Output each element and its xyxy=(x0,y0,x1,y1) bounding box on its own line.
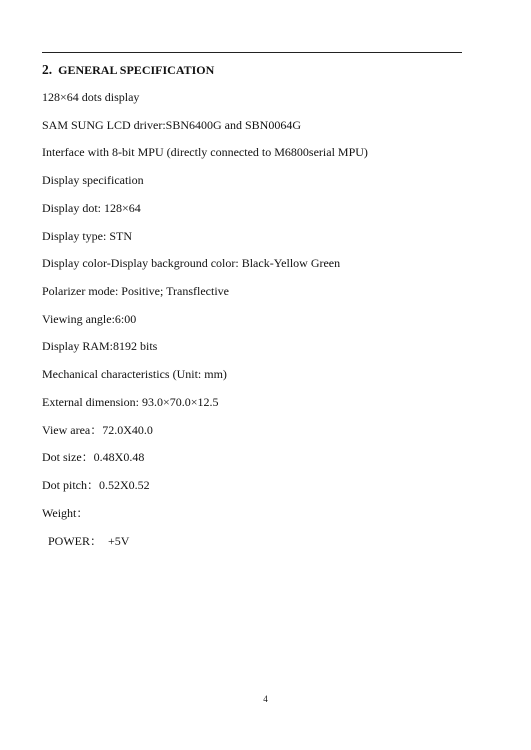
spec-line-display-dot: Display dot: 128×64 xyxy=(42,201,141,215)
spec-line-display-specification: Display specification xyxy=(42,173,144,187)
spec-line-lcd-driver: SAM SUNG LCD driver:SBN6400G and SBN0064G xyxy=(42,118,302,132)
spec-line-dots-display: 128×64 dots display xyxy=(42,90,140,104)
spec-line-weight: Weight： xyxy=(42,506,89,520)
header-rule xyxy=(42,52,462,53)
spec-line-display-type: Display type: STN xyxy=(42,229,132,243)
spec-line-display-ram: Display RAM:8192 bits xyxy=(42,339,158,353)
spec-line-display-color: Display color-Display background color: Black-Yellow Green xyxy=(42,256,341,270)
section-heading xyxy=(42,62,214,78)
spec-line-external-dimension: External dimension: 93.0×70.0×12.5 xyxy=(42,395,219,409)
spec-line-dot-size: Dot size：0.48X0.48 xyxy=(42,450,145,464)
page-number: 4 xyxy=(263,694,268,704)
section-number: 2. xyxy=(42,62,53,77)
section-title: GENERAL SPECIFICATION xyxy=(58,63,215,77)
spec-line-viewing-angle: Viewing angle:6:00 xyxy=(42,312,137,326)
spec-line-mechanical-characteristics: Mechanical characteristics (Unit: mm) xyxy=(42,367,227,381)
spec-line-view-area: View area：72.0X40.0 xyxy=(42,423,153,437)
spec-line-interface: Interface with 8-bit MPU (directly connected to M6800serial MPU) xyxy=(42,145,368,159)
spec-line-polarizer-mode: Polarizer mode: Positive; Transflective xyxy=(42,284,229,298)
spec-line-power: POWER： +5V xyxy=(48,534,130,548)
spec-line-dot-pitch: Dot pitch：0.52X0.52 xyxy=(42,478,150,492)
